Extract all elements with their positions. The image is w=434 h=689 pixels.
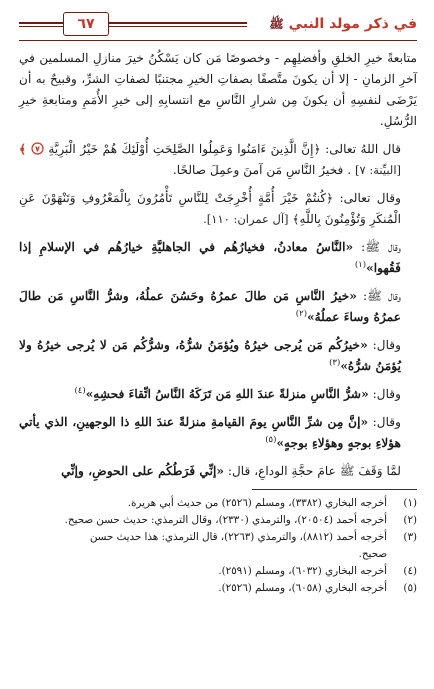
paragraph-4: [19, 237, 417, 279]
quran-intro: قال اللهُ تعالى:: [325, 142, 402, 156]
footnote-number: (١): [403, 497, 417, 509]
hadith-2: «خيرُ النَّاسِ مَن طالَ عمرُهُ وحَسُنَ عملُهُ، وشرُّ النَّاسِ مَن طالَ عمرُهُ وساءَ عملُهُ»: [19, 289, 401, 324]
footnote-text: أخرجه أحمد (٢٠٥٠٤)، والترمذي (٢٣٣٠)، وقال الترمذي: حديث حسن صحيح.: [64, 514, 387, 526]
paragraph-2-tail: . فخيرُ النَّاسِ مَن آمنَ وعمِلَ صالحًا.: [172, 163, 352, 177]
footnote-text: أخرجه أحمد (٨٨١٢)، والترمذي (٢٢٦٣)، قال الترمذي: هذا حديث حسن: [89, 531, 387, 543]
paragraph-5: [19, 286, 417, 328]
quran-verse-2: ﴿كُنتُمْ خَيْرَ أُمَّةٍ أُخْرِجَتْ لِلنَّاسِ تَأْمُرُونَ بِالْمَعْرُوفِ وَتَنْهَوْنَ عَنِ الْمُنكَرِ وَتُؤْمِنُونَ بِاللَّهِ﴾: [19, 191, 401, 226]
chapter-title: [269, 16, 417, 34]
paragraph-2: [19, 139, 417, 181]
paragraph-3: [19, 188, 417, 230]
paragraph-6: [19, 335, 417, 377]
honorific-glyph: ﷺ: [269, 17, 284, 31]
footnote-number: (٤): [403, 565, 417, 577]
footnote-continuation: صحيح.: [358, 548, 387, 560]
header-underline: [19, 40, 417, 41]
page-number: [63, 12, 109, 36]
footnote-item: [19, 563, 417, 580]
header-rule: [19, 22, 247, 24]
footnote-separator: [252, 489, 417, 490]
footnote-text: أخرجه البخاري (٦٠٥٨)، ومسلم (٢٥٢٦).: [218, 582, 387, 594]
quran-verse: ﴿إِنَّ الَّذِينَ ءَامَنُوا وَعَمِلُوا الصَّلِحَتِ أُوْلَئِكَ هُمْ خَيْرُ الْبَرِيَّةِ: [48, 142, 321, 156]
hadith-intro-1: وقال ﷺ:: [361, 240, 402, 254]
footnote-ref-3[interactable]: (٣): [329, 357, 341, 368]
hadith-3: «خيرُكُم مَن يُرجى خيرُهُ ويُؤمَنُ شرُّهُ، وشرُّكُم مَن لا يُرجى خيرُهُ ولا يُؤمَنُ شرُّهُ»: [19, 338, 401, 373]
main-text: [19, 48, 417, 482]
paragraph-9: [19, 461, 417, 482]
paragraph-1-text: متابعةً خيرِ الخلقِ وأفضلِهِم - وخصوصًا مَن كان يَسْكُنُ خيرَ منازلِ المسلمين في آخرِ الزمانِ - إلا أن يكونَ متَّصفًا بصفاتِ الخيرِ مجتنبًا لصفاتِ الشرِّ، وقبيحٌ به أن يَرْضَى لنفسِهِ أن يكونَ مِن شرارِ النَّاسِ مع انتسابِهِ إلى خيرِ الأُمَمِ ومتابعةِ خيرِ الرُّسُلِ.: [19, 51, 417, 128]
header-rule-thin: [19, 26, 247, 27]
footnote-text: أخرجه البخاري (٣٣٨٢)، ومسلم (٢٥٢٦) من حديث أبي هريرة.: [127, 497, 387, 509]
hadith-4: «شرُّ النَّاسِ منزلةً عندَ اللهِ مَن تَرَكَهُ النَّاسُ اتِّقاءَ فحشِهِ»: [85, 387, 369, 401]
footnote-ref-5[interactable]: (٥): [265, 434, 277, 445]
chapter-title-text: في ذكر مولد النبي: [288, 16, 417, 32]
footnote-item: [19, 512, 417, 529]
hadith-intro-2: وقال ﷺ:: [363, 289, 401, 303]
footnote-item: [19, 529, 417, 546]
footnote-item: [19, 495, 417, 512]
paragraph-1: [19, 48, 417, 132]
page-number-text: ٦٧: [77, 16, 95, 32]
hadith-intro-5: وقال:: [372, 415, 401, 429]
verse-number-icon: [26, 142, 44, 156]
svg-text:٧: ٧: [35, 144, 40, 154]
footnote-ref-1[interactable]: (١): [354, 259, 367, 270]
quran-verse-end: ﴾: [19, 142, 27, 156]
footnote-number: (٢): [403, 514, 417, 526]
paragraph-7: [19, 384, 417, 405]
hadith-intro-6: لمَّا وَقَفَ ﷺ عامَ حجَّةِ الوداعِ، قال:: [227, 464, 401, 478]
footnote-number: (٣): [403, 531, 417, 543]
footnote-item: [19, 580, 417, 597]
quran-ref: [البيِّنة: ٧]: [355, 163, 401, 177]
paragraph-8: [19, 412, 417, 454]
footnotes: [19, 495, 417, 597]
hadith-6: «إنِّي فَرَطُكُم على الحوضِ، وإنِّي: [61, 464, 224, 478]
hadith-5: «إنَّ مِن شرِّ النَّاسِ يومَ القيامةِ منزلةً عندَ اللهِ ذا الوجهينِ، الذي يأتي هؤلاءِ بوجهٍ وهؤلاءِ بوجهٍ»: [19, 415, 401, 450]
quran-ref-2: [آل عمران: ١١٠].: [203, 212, 289, 226]
hadith-intro-3: وقال:: [372, 338, 401, 352]
page-header: [19, 0, 417, 48]
footnote-text: أخرجه البخاري (٦٠٣٢)، ومسلم (٢٥٩١).: [218, 565, 387, 577]
footnote-number: (٥): [403, 582, 417, 594]
footnote-ref-2[interactable]: (٢): [295, 308, 308, 319]
quran-intro-2: وقال تعالى:: [339, 191, 402, 205]
footnote-ref-4[interactable]: (٤): [74, 385, 86, 396]
hadith-intro-4: وقال:: [372, 387, 401, 401]
hadith-1: «النَّاسُ معادنُ، فخيارُهُم في الجاهليَّةِ خيارُهُم في الإسلامِ إذا فَقُهوا»: [19, 240, 401, 275]
